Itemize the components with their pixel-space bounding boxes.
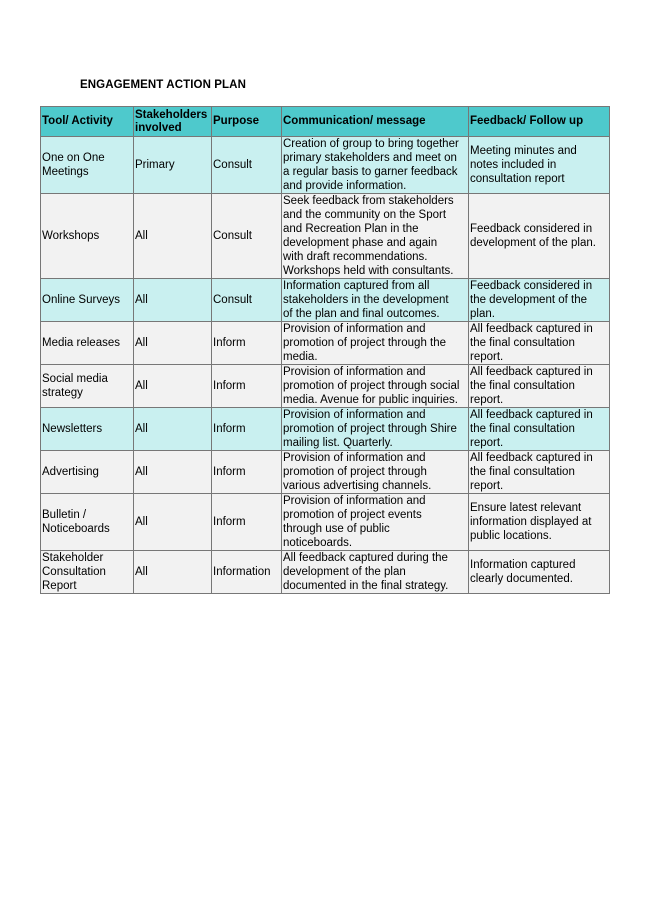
cell-feedback: All feedback captured in the final consultation report. <box>469 451 610 494</box>
cell-feedback: Feedback considered in development of the plan. <box>469 194 610 279</box>
table-header-row <box>41 107 610 137</box>
table-row <box>41 408 610 451</box>
table-row <box>41 322 610 365</box>
header-feedback: Feedback/ Follow up <box>469 107 610 137</box>
cell-stakeholders: All <box>134 451 212 494</box>
cell-message: Provision of information and promotion of project through the media. <box>282 322 469 365</box>
cell-message: Provision of information and promotion of project through Shire mailing list. Quarterly. <box>282 408 469 451</box>
cell-tool: Stakeholder Consultation Report <box>41 551 134 594</box>
cell-purpose: Inform <box>212 451 282 494</box>
cell-stakeholders: All <box>134 408 212 451</box>
cell-message: Provision of information and promotion of project through social media. Avenue for public inquiries. <box>282 365 469 408</box>
table-row <box>41 551 610 594</box>
engagement-action-plan-table <box>40 106 610 594</box>
cell-tool: Bulletin / Noticeboards <box>41 494 134 551</box>
cell-feedback: Information captured clearly documented. <box>469 551 610 594</box>
cell-stakeholders: All <box>134 494 212 551</box>
cell-purpose: Inform <box>212 322 282 365</box>
cell-tool: Social media strategy <box>41 365 134 408</box>
cell-tool: One on One Meetings <box>41 137 134 194</box>
table-row <box>41 194 610 279</box>
table-row <box>41 494 610 551</box>
cell-message: Information captured from all stakeholders in the development of the plan and final outcomes. <box>282 279 469 322</box>
cell-feedback: Ensure latest relevant information displayed at public locations. <box>469 494 610 551</box>
cell-message: Provision of information and promotion of project events through use of public noticeboards. <box>282 494 469 551</box>
cell-purpose: Consult <box>212 194 282 279</box>
cell-stakeholders: All <box>134 322 212 365</box>
cell-tool: Workshops <box>41 194 134 279</box>
cell-stakeholders: All <box>134 279 212 322</box>
cell-feedback: All feedback captured in the final consultation report. <box>469 365 610 408</box>
cell-feedback: All feedback captured in the final consultation report. <box>469 322 610 365</box>
cell-purpose: Consult <box>212 137 282 194</box>
header-tool-activity: Tool/ Activity <box>41 107 134 137</box>
cell-purpose: Inform <box>212 365 282 408</box>
cell-purpose: Information <box>212 551 282 594</box>
table-row <box>41 137 610 194</box>
cell-stakeholders: All <box>134 551 212 594</box>
table-row <box>41 279 610 322</box>
cell-purpose: Inform <box>212 494 282 551</box>
header-communication: Communication/ message <box>282 107 469 137</box>
table-row <box>41 451 610 494</box>
page-title: ENGAGEMENT ACTION PLAN <box>80 79 246 91</box>
cell-message: Provision of information and promotion of project through various advertising channels. <box>282 451 469 494</box>
cell-message: All feedback captured during the development of the plan documented in the final strategy. <box>282 551 469 594</box>
cell-tool: Newsletters <box>41 408 134 451</box>
table-row <box>41 365 610 408</box>
cell-tool: Online Surveys <box>41 279 134 322</box>
cell-purpose: Consult <box>212 279 282 322</box>
cell-stakeholders: All <box>134 194 212 279</box>
cell-message: Creation of group to bring together primary stakeholders and meet on a regular basis to garner feedback and provide information. <box>282 137 469 194</box>
cell-feedback: Feedback considered in the development of the plan. <box>469 279 610 322</box>
cell-tool: Advertising <box>41 451 134 494</box>
cell-stakeholders: All <box>134 365 212 408</box>
cell-stakeholders: Primary <box>134 137 212 194</box>
header-stakeholders: Stakeholders involved <box>134 107 212 137</box>
cell-message: Seek feedback from stakeholders and the community on the Sport and Recreation Plan in the development phase and again with draft recommendations. Workshops held with consultants. <box>282 194 469 279</box>
cell-feedback: Meeting minutes and notes included in consultation report <box>469 137 610 194</box>
cell-feedback: All feedback captured in the final consultation report. <box>469 408 610 451</box>
cell-tool: Media releases <box>41 322 134 365</box>
cell-purpose: Inform <box>212 408 282 451</box>
header-purpose: Purpose <box>212 107 282 137</box>
